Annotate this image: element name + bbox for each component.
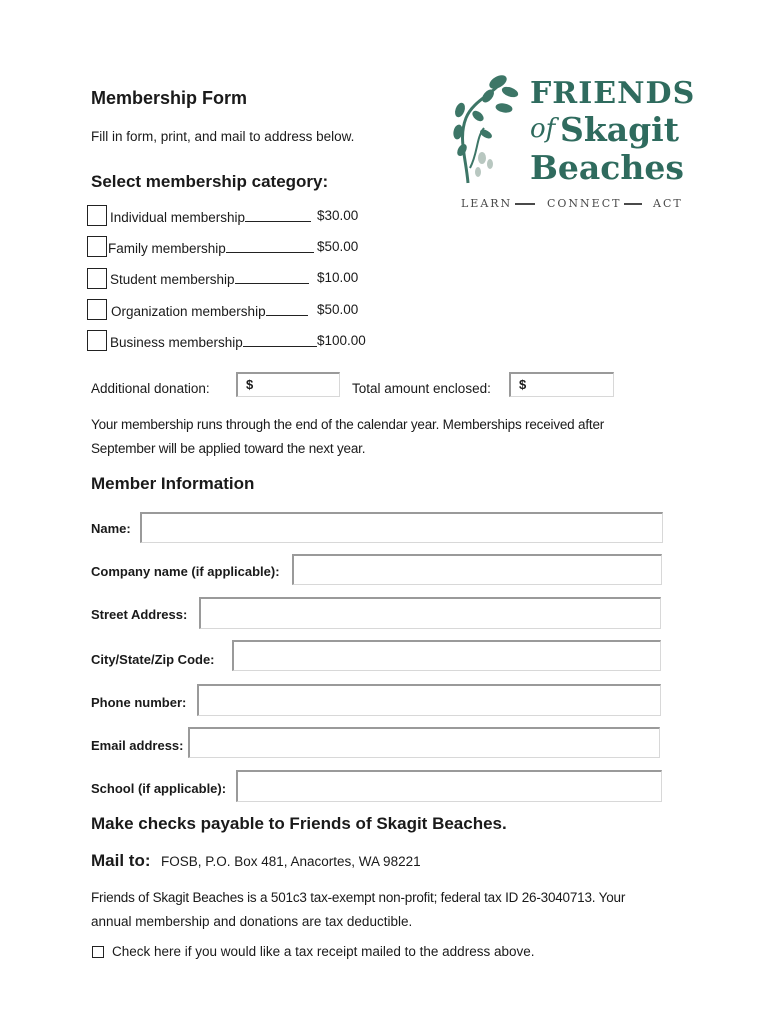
category-price: $30.00 — [317, 208, 359, 223]
school-label: School (if applicable): — [91, 781, 227, 796]
tax-line2: annual membership and donations are tax deductible. — [91, 914, 413, 929]
category-family — [108, 239, 314, 256]
checkbox-business[interactable] — [87, 330, 107, 351]
member-heading: Member Information — [91, 474, 255, 493]
checkbox-student[interactable] — [87, 268, 107, 289]
city-input[interactable] — [232, 640, 661, 671]
logo-beaches: Beaches — [530, 148, 684, 187]
street-input[interactable] — [199, 597, 661, 629]
name-input[interactable] — [140, 512, 663, 543]
logo-tag-act: ACT — [653, 197, 683, 210]
logo-tag-connect: CONNECT — [547, 197, 622, 210]
category-business — [110, 333, 317, 350]
street-label: Street Address: — [91, 607, 188, 622]
divider — [515, 203, 535, 205]
checkbox-organization[interactable] — [87, 299, 107, 320]
name-label: Name: — [91, 521, 131, 536]
category-label: Individual membership — [110, 210, 246, 225]
category-price: $50.00 — [317, 302, 359, 317]
tax-receipt-label: Check here if you would like a tax receipt mailed to the address above. — [112, 944, 535, 959]
seaweed-logo-icon — [448, 68, 528, 188]
category-label: Student membership — [110, 272, 235, 287]
category-individual — [110, 208, 311, 225]
tax-line1: Friends of Skagit Beaches is a 501c3 tax-exempt non-profit; federal tax ID 26-3040713. Your — [91, 890, 626, 905]
total-label: Total amount enclosed: — [352, 381, 491, 396]
phone-input[interactable] — [197, 684, 661, 716]
total-dollar: $ — [519, 377, 527, 392]
logo-friends: FRIENDS — [530, 76, 696, 111]
form-title: Membership Form — [91, 88, 248, 108]
logo-tag-learn: LEARN — [461, 197, 513, 210]
school-input[interactable] — [236, 770, 662, 802]
divider — [624, 203, 642, 205]
donation-label: Additional donation: — [91, 381, 210, 396]
category-price: $100.00 — [317, 333, 366, 348]
email-input[interactable] — [188, 727, 660, 758]
category-price: $50.00 — [317, 239, 359, 254]
category-heading: Select membership category: — [91, 172, 329, 191]
category-label: Family membership — [108, 241, 226, 256]
donation-dollar: $ — [246, 377, 254, 392]
city-label: City/State/Zip Code: — [91, 652, 215, 667]
category-organization — [111, 302, 308, 319]
membership-note-line1: Your membership runs through the end of the calendar year. Memberships received after — [91, 417, 605, 432]
company-input[interactable] — [292, 554, 662, 585]
category-label: Organization membership — [111, 304, 266, 319]
tax-receipt-checkbox[interactable] — [92, 946, 104, 958]
logo-skagit: Skagit — [560, 110, 679, 149]
category-student — [110, 270, 309, 287]
mail-label: Mail to: — [91, 851, 151, 870]
category-price: $10.00 — [317, 270, 359, 285]
checkbox-family[interactable] — [87, 236, 107, 257]
category-label: Business membership — [110, 335, 243, 350]
membership-note-line2: September will be applied toward the next year. — [91, 441, 366, 456]
total-input[interactable] — [509, 372, 614, 397]
logo-of: of — [530, 114, 556, 144]
phone-label: Phone number: — [91, 695, 187, 710]
checks-payable: Make checks payable to Friends of Skagit Beaches. — [91, 814, 507, 833]
email-label: Email address: — [91, 738, 184, 753]
form-subtitle: Fill in form, print, and mail to address below. — [91, 129, 355, 144]
mail-address: FOSB, P.O. Box 481, Anacortes, WA 98221 — [160, 854, 421, 869]
company-label: Company name (if applicable): — [91, 564, 280, 579]
mail-to — [91, 851, 421, 871]
checkbox-individual[interactable] — [87, 205, 107, 226]
donation-input[interactable] — [236, 372, 340, 397]
logo — [448, 68, 696, 218]
